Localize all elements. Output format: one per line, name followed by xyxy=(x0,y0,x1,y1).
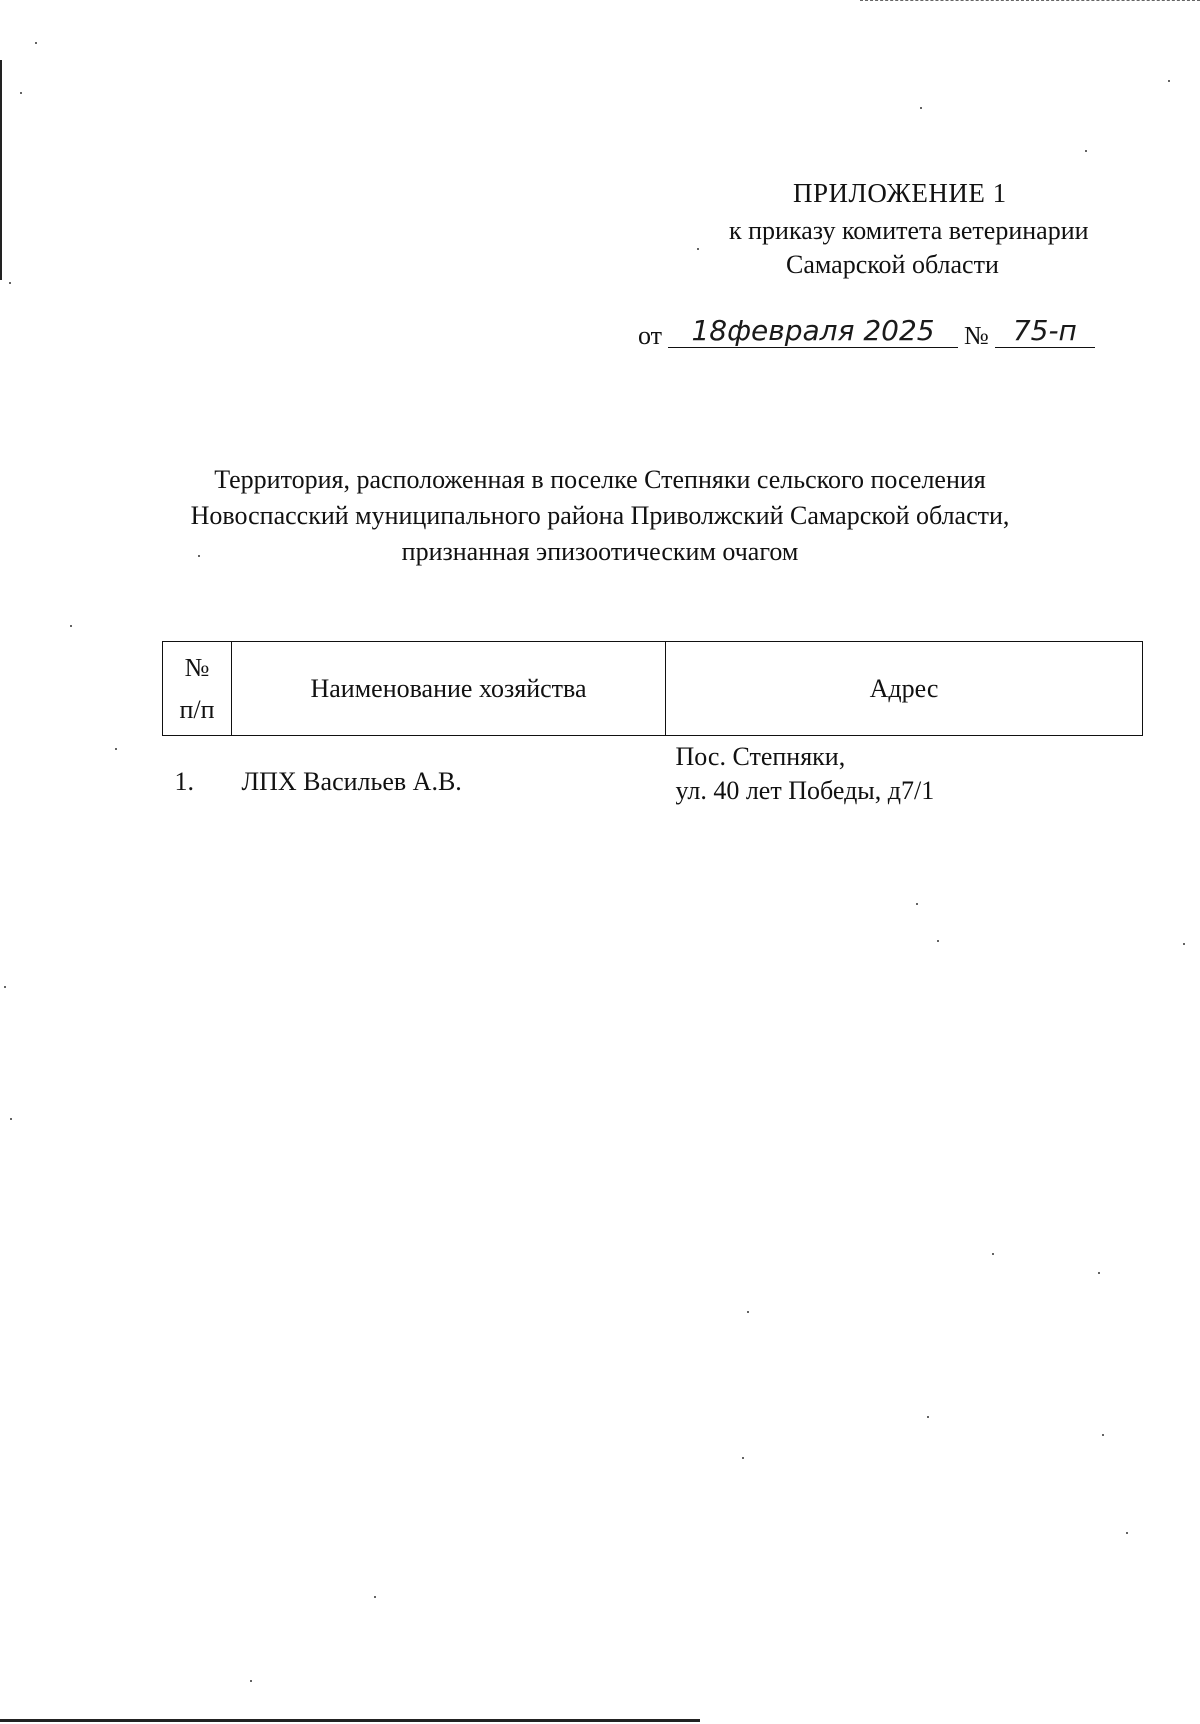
row-farm-name: ЛПХ Васильев А.В. xyxy=(241,767,462,796)
scan-speck xyxy=(1098,1272,1100,1274)
order-number-label: № xyxy=(964,321,989,350)
scan-speck xyxy=(20,92,22,94)
column-header-address: Адрес xyxy=(666,642,1143,736)
scan-speck xyxy=(10,1118,12,1120)
scan-speck xyxy=(1126,1532,1128,1534)
scan-speck xyxy=(9,282,11,284)
scan-speck xyxy=(115,748,117,750)
column-header-farm-name: Наименование хозяйства xyxy=(232,642,666,736)
farms-table xyxy=(162,641,1143,808)
scan-speck xyxy=(35,42,37,44)
scan-speck xyxy=(1085,150,1087,152)
table-header-row xyxy=(163,642,1143,736)
scan-speck xyxy=(697,248,699,250)
scan-artifact-bottom xyxy=(0,1719,700,1722)
column-header-number-symbol: № xyxy=(184,652,210,682)
scan-speck xyxy=(916,903,918,905)
scan-speck xyxy=(747,1311,749,1313)
scan-speck xyxy=(70,625,72,627)
scan-speck xyxy=(1168,80,1170,82)
subject-line: Территория, расположенная в поселке Степняки сельского поселения xyxy=(214,465,986,494)
order-from-label: от xyxy=(638,321,663,350)
scan-speck xyxy=(4,986,6,988)
subject-line: признанная эпизоотическим очагом xyxy=(401,537,799,566)
row-number: 1. xyxy=(174,767,194,796)
row-address-line: ул. 40 лет Победы, д7/1 xyxy=(675,776,935,805)
table-row xyxy=(163,736,1143,809)
column-header-number-abbr: п/п xyxy=(179,694,215,724)
order-date-number-line xyxy=(638,314,1095,352)
scan-speck xyxy=(920,107,922,109)
scan-speck xyxy=(250,1680,252,1682)
appendix-region: Самарской области xyxy=(786,250,999,279)
scan-speck xyxy=(1102,1434,1104,1436)
scan-speck xyxy=(992,1253,994,1255)
scan-speck xyxy=(742,1457,744,1459)
scan-speck xyxy=(937,940,939,942)
scan-speck xyxy=(1183,943,1185,945)
row-address-line: Пос. Степняки, xyxy=(675,742,846,771)
document-subject xyxy=(150,462,1050,570)
scan-artifact-top xyxy=(860,0,1200,2)
scan-artifact-left xyxy=(0,60,2,280)
row-address xyxy=(666,736,1143,809)
appendix-reference: к приказу комитета ветеринарии xyxy=(729,216,1089,245)
order-date-handwritten: 18февраля 2025 xyxy=(668,314,958,348)
scan-speck xyxy=(374,1596,376,1598)
appendix-title: ПРИЛОЖЕНИЕ 1 xyxy=(793,178,1007,208)
subject-line: Новоспасский муниципального района Приволжский Самарской области, xyxy=(190,501,1010,530)
column-header-number xyxy=(163,642,232,736)
order-number-handwritten: 75-п xyxy=(995,314,1095,348)
scan-speck xyxy=(927,1416,929,1418)
